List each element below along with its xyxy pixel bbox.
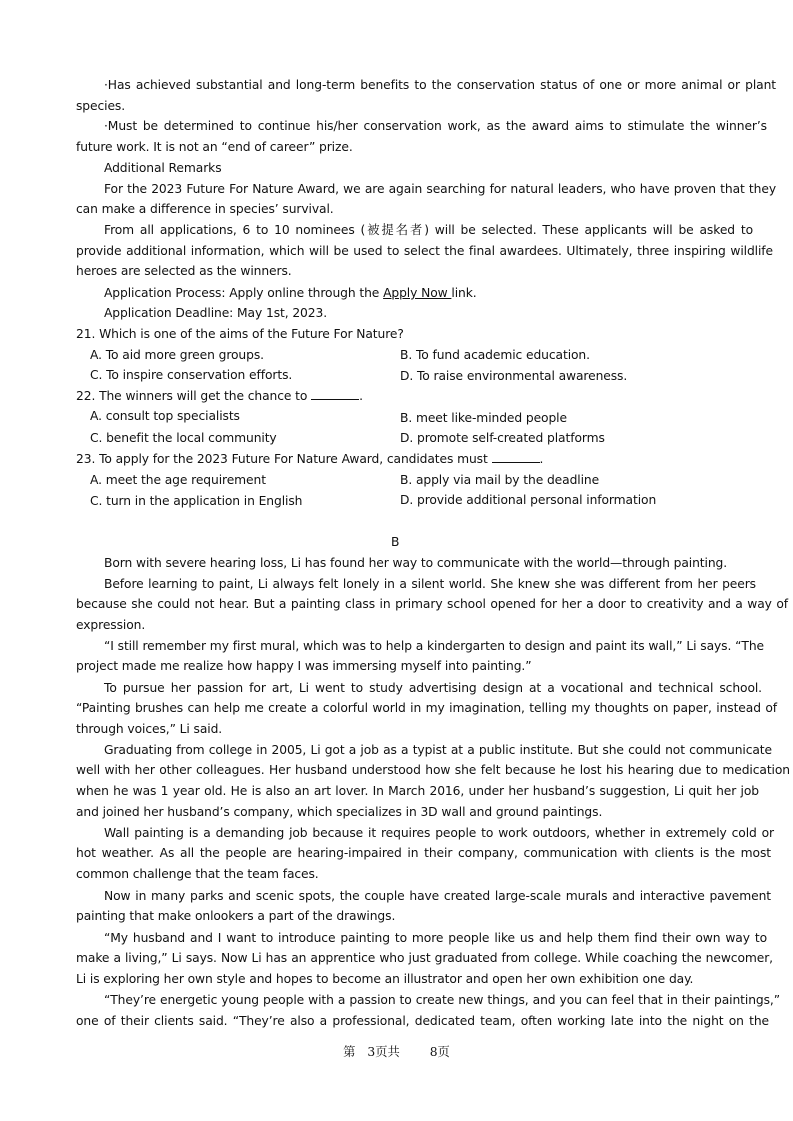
stem-end: . [539, 452, 544, 466]
paragraph-line: From all applications, 6 to 10 nominees (被提名者) will be selected. These applicants will be asked to [104, 223, 753, 237]
passage-line: and joined her husband’s company, which specializes in 3D wall and ground paintings. [76, 805, 603, 819]
passage-line: through voices,” Li said. [76, 722, 223, 736]
option-d: D. provide additional personal information [400, 493, 657, 507]
paragraph-line: provide additional information, which will be used to select the final awardees. Ultimately, three inspiring wildlife [76, 244, 773, 258]
page-footer [0, 1042, 793, 1060]
application-deadline: Application Deadline: May 1st, 2023. [104, 306, 328, 320]
passage-line: well with her other colleagues. Her husband understood how she felt because he lost his hearing due to medication [76, 763, 790, 777]
page-number: 3 [367, 1045, 376, 1059]
option-b: B. meet like-minded people [400, 411, 567, 425]
passage-heading: B [391, 535, 400, 549]
paragraph-line: For the 2023 Future For Nature Award, we are again searching for natural leaders, who have proven that they [104, 182, 776, 196]
process-suffix: link. [451, 286, 477, 300]
question-stem: 21. Which is one of the aims of the Future For Nature? [76, 327, 404, 341]
passage-line: one of their clients said. “They’re also a professional, dedicated team, often working late into the night on the [76, 1014, 769, 1028]
section-heading: Additional Remarks [104, 161, 222, 175]
question-stem [76, 451, 543, 467]
passage-line: painting that make onlookers a part of the drawings. [76, 909, 396, 923]
answer-blank [492, 451, 540, 463]
application-process [104, 285, 477, 301]
passage-line: common challenge that the team faces. [76, 867, 319, 881]
footer-mid: 页共 [375, 1045, 400, 1059]
passage-line: To pursue her passion for art, Li went to study advertising design at a vocational and technical school. [104, 681, 762, 695]
stem-end: . [359, 389, 363, 403]
option-d: D. To raise environmental awareness. [400, 369, 628, 383]
passage-line: when he was 1 year old. He is also an art lover. In March 2016, under her husband’s suggestion, Li quit her job [76, 784, 759, 798]
passage-line: “They’re energetic young people with a passion to create new things, and you can feel that in their paintings,” [104, 993, 780, 1007]
option-b: B. To fund academic education. [400, 348, 590, 362]
passage-line: Born with severe hearing loss, Li has found her way to communicate with the world—through painting. [104, 556, 728, 570]
passage-line: “My husband and I want to introduce painting to more people like us and help them find their own way to [104, 931, 767, 945]
passage-line: Wall painting is a demanding job because it requires people to work outdoors, whether in extremely cold or [104, 826, 774, 840]
page-total: 8 [429, 1045, 438, 1059]
option-c: C. benefit the local community [90, 431, 277, 445]
apply-now-link[interactable]: Apply Now [383, 286, 452, 300]
criteria-line: species. [76, 99, 126, 113]
option-a: A. meet the age requirement [90, 473, 266, 487]
process-prefix: Application Process: Apply online through the [104, 286, 384, 300]
passage-line: Graduating from college in 2005, Li got a job as a typist at a public institute. But she could not communicate [104, 743, 772, 757]
question-stem [76, 388, 363, 404]
footer-suffix: 页 [437, 1045, 450, 1059]
option-c: C. turn in the application in English [90, 494, 303, 508]
answer-blank [311, 388, 359, 400]
passage-line: Now in many parks and scenic spots, the couple have created large-scale murals and interactive pavement [104, 889, 771, 903]
criteria-line: ·Has achieved substantial and long-term benefits to the conservation status of one or more animal or plant [104, 78, 776, 92]
passage-line: hot weather. As all the people are hearing-impaired in their company, communication with clients is the most [76, 846, 771, 860]
passage-line: “Painting brushes can help me create a colorful world in my imagination, telling my thoughts on paper, instead of [76, 701, 777, 715]
footer-prefix: 第 [343, 1045, 356, 1059]
criteria-line: ·Must be determined to continue his/her conservation work, as the award aims to stimulate the winner’s [104, 119, 767, 133]
option-b: B. apply via mail by the deadline [400, 473, 600, 487]
option-d: D. promote self-created platforms [400, 431, 605, 445]
passage-line: “I still remember my first mural, which was to help a kindergarten to design and paint its wall,” Li says. “The [104, 639, 764, 653]
option-a: A. consult top specialists [90, 409, 240, 423]
passage-line: make a living,” Li says. Now Li has an apprentice who just graduated from college. While coaching the newcomer, [76, 951, 773, 965]
passage-line: Before learning to paint, Li always felt lonely in a silent world. She knew she was different from her peers [104, 577, 756, 591]
criteria-line: future work. It is not an “end of career” prize. [76, 140, 353, 154]
passage-line: Li is exploring her own style and hopes to become an illustrator and open her own exhibition one day. [76, 972, 694, 986]
paragraph-line: can make a difference in species’ survival. [76, 202, 334, 216]
passage-line: because she could not hear. But a painting class in primary school opened for her a door to creativity and a way of [76, 597, 788, 611]
passage-line: project made me realize how happy I was immersing myself into painting.” [76, 659, 532, 673]
stem-text: 23. To apply for the 2023 Future For Nature Award, candidates must [76, 452, 492, 466]
stem-text: 22. The winners will get the chance to [76, 389, 312, 403]
passage-line: expression. [76, 618, 146, 632]
option-c: C. To inspire conservation efforts. [90, 368, 293, 382]
paragraph-line: heroes are selected as the winners. [76, 264, 292, 278]
option-a: A. To aid more green groups. [90, 348, 264, 362]
